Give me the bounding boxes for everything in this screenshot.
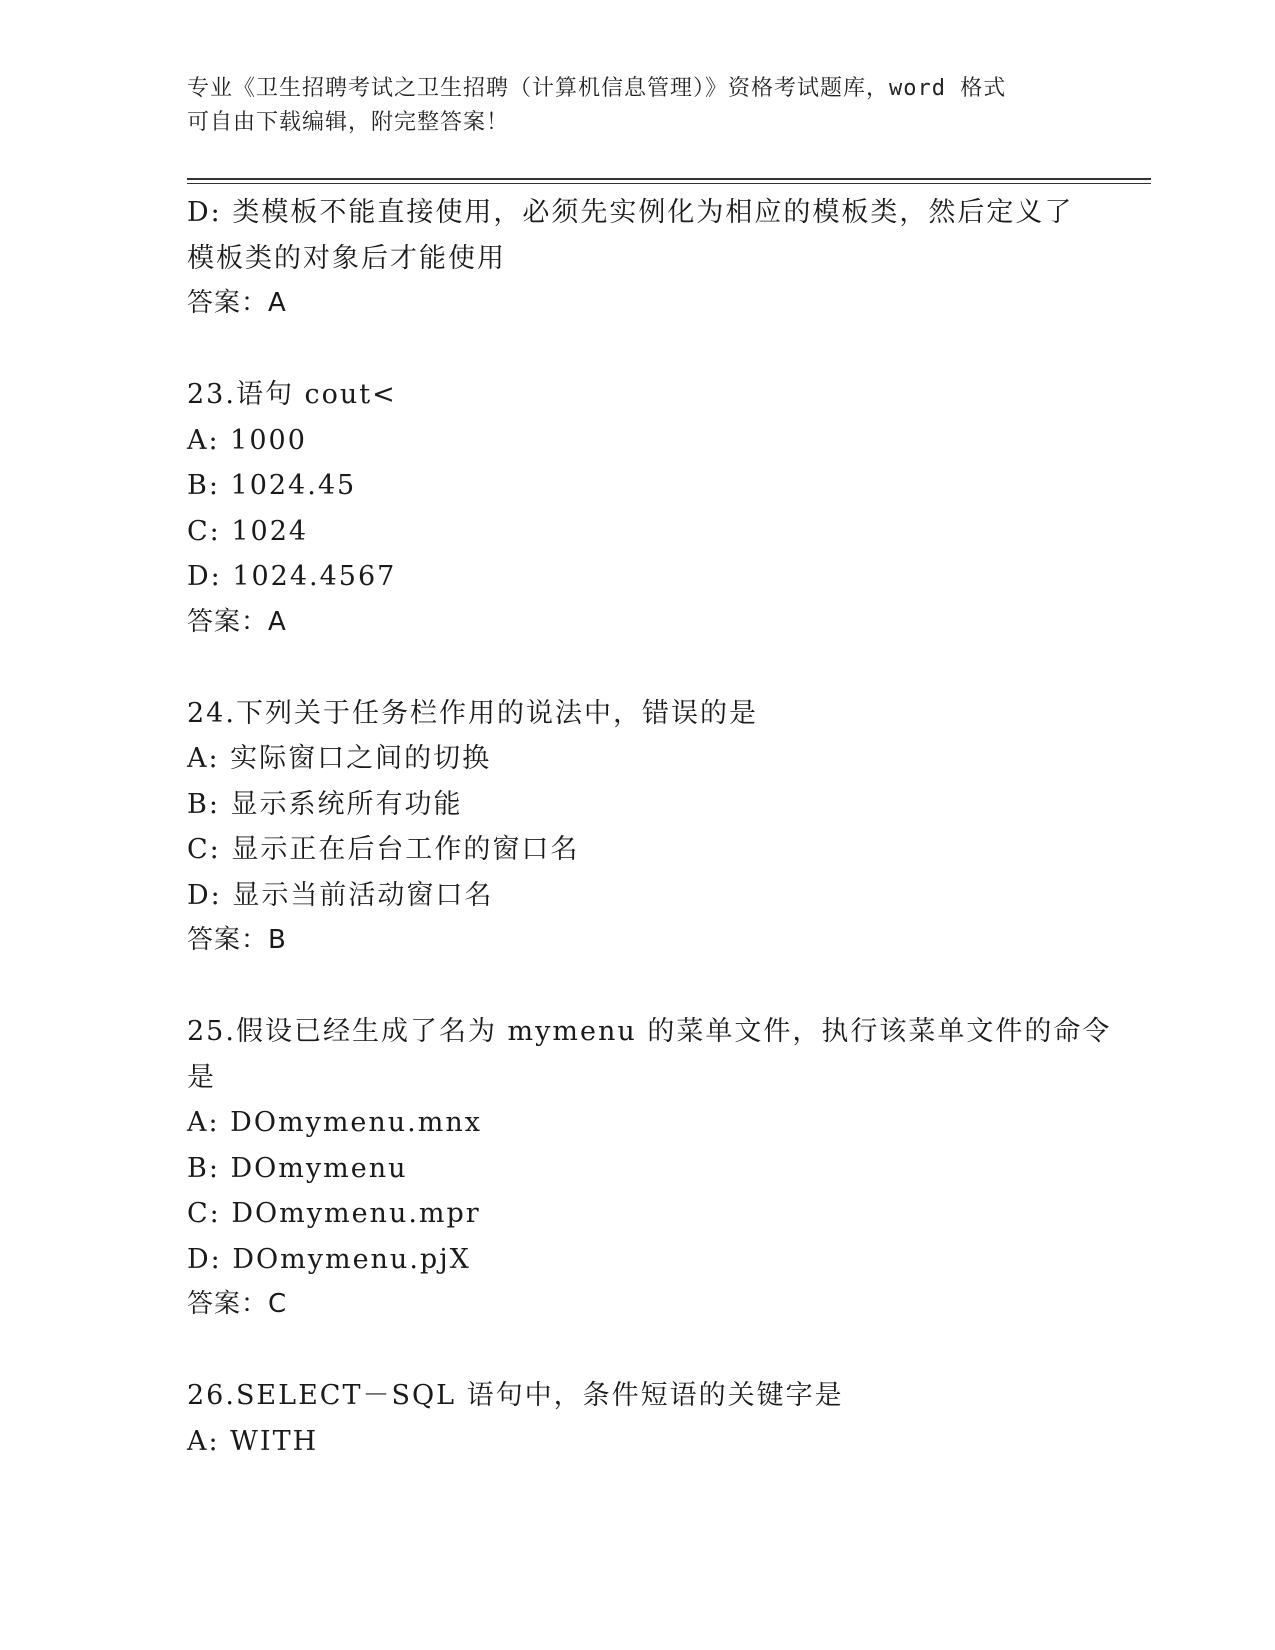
option-b: B: 显示系统所有功能 <box>187 788 463 820</box>
spacer <box>187 645 1087 691</box>
question-stem-line-1: 25.假设已经生成了名为 mymenu 的菜单文件，执行该菜单文件的命令 <box>187 1016 1112 1047</box>
question-carryover <box>187 190 1087 327</box>
option-a: A: 实际窗口之间的切换 <box>187 743 492 774</box>
option-a: A: 1000 <box>187 424 307 456</box>
question-stem: 26.SELECT－SQL 语句中，条件短语的关键字是 <box>187 1380 844 1411</box>
spacer <box>187 1328 1087 1374</box>
header-title-line-2: 可自由下载编辑，附完整答案！ <box>187 110 510 135</box>
option-d: D: 1024.4567 <box>187 561 397 592</box>
question-stem-line-2: 是 <box>187 1061 216 1093</box>
question-list <box>187 190 1112 1464</box>
option-d: D: 显示当前活动窗口名 <box>187 879 494 911</box>
question-stem: 24.下列关于任务栏作用的说法中，错误的是 <box>187 697 758 729</box>
header-divider-thin <box>187 183 1151 184</box>
header-divider-thick <box>187 178 1151 180</box>
question-stem: 23.语句 cout< <box>187 379 397 410</box>
spacer <box>187 327 1087 373</box>
option-c: C: 1024 <box>187 515 309 547</box>
document-header <box>187 72 1087 140</box>
question-24 <box>187 691 1087 964</box>
spacer <box>187 964 1087 1010</box>
option-c: C: 显示正在后台工作的窗口名 <box>187 834 580 865</box>
answer-line: 答案：A <box>187 288 287 318</box>
question-26 <box>187 1373 1087 1464</box>
answer-line: 答案：C <box>187 1289 288 1319</box>
option-b: B: DOmymenu <box>187 1152 408 1184</box>
option-b: B: 1024.45 <box>187 470 357 501</box>
question-23 <box>187 372 1087 645</box>
option-c: C: DOmymenu.mpr <box>187 1198 481 1229</box>
option-a: A: DOmymenu.mnx <box>187 1107 482 1138</box>
option-a: A: WITH <box>187 1425 319 1457</box>
answer-line: 答案：B <box>187 925 287 955</box>
option-d-line-2: 模板类的对象后才能使用 <box>187 242 506 274</box>
question-25 <box>187 1009 1112 1328</box>
option-d: D: DOmymenu.pjX <box>187 1243 471 1275</box>
header-title-line-1: 专业《卫生招聘考试之卫生招聘（计算机信息管理）》资格考试题库，word 格式 <box>187 76 1007 101</box>
option-d-line-1: D: 类模板不能直接使用，必须先实例化为相应的模板类，然后定义了 <box>187 197 1074 228</box>
answer-line: 答案：A <box>187 606 287 637</box>
